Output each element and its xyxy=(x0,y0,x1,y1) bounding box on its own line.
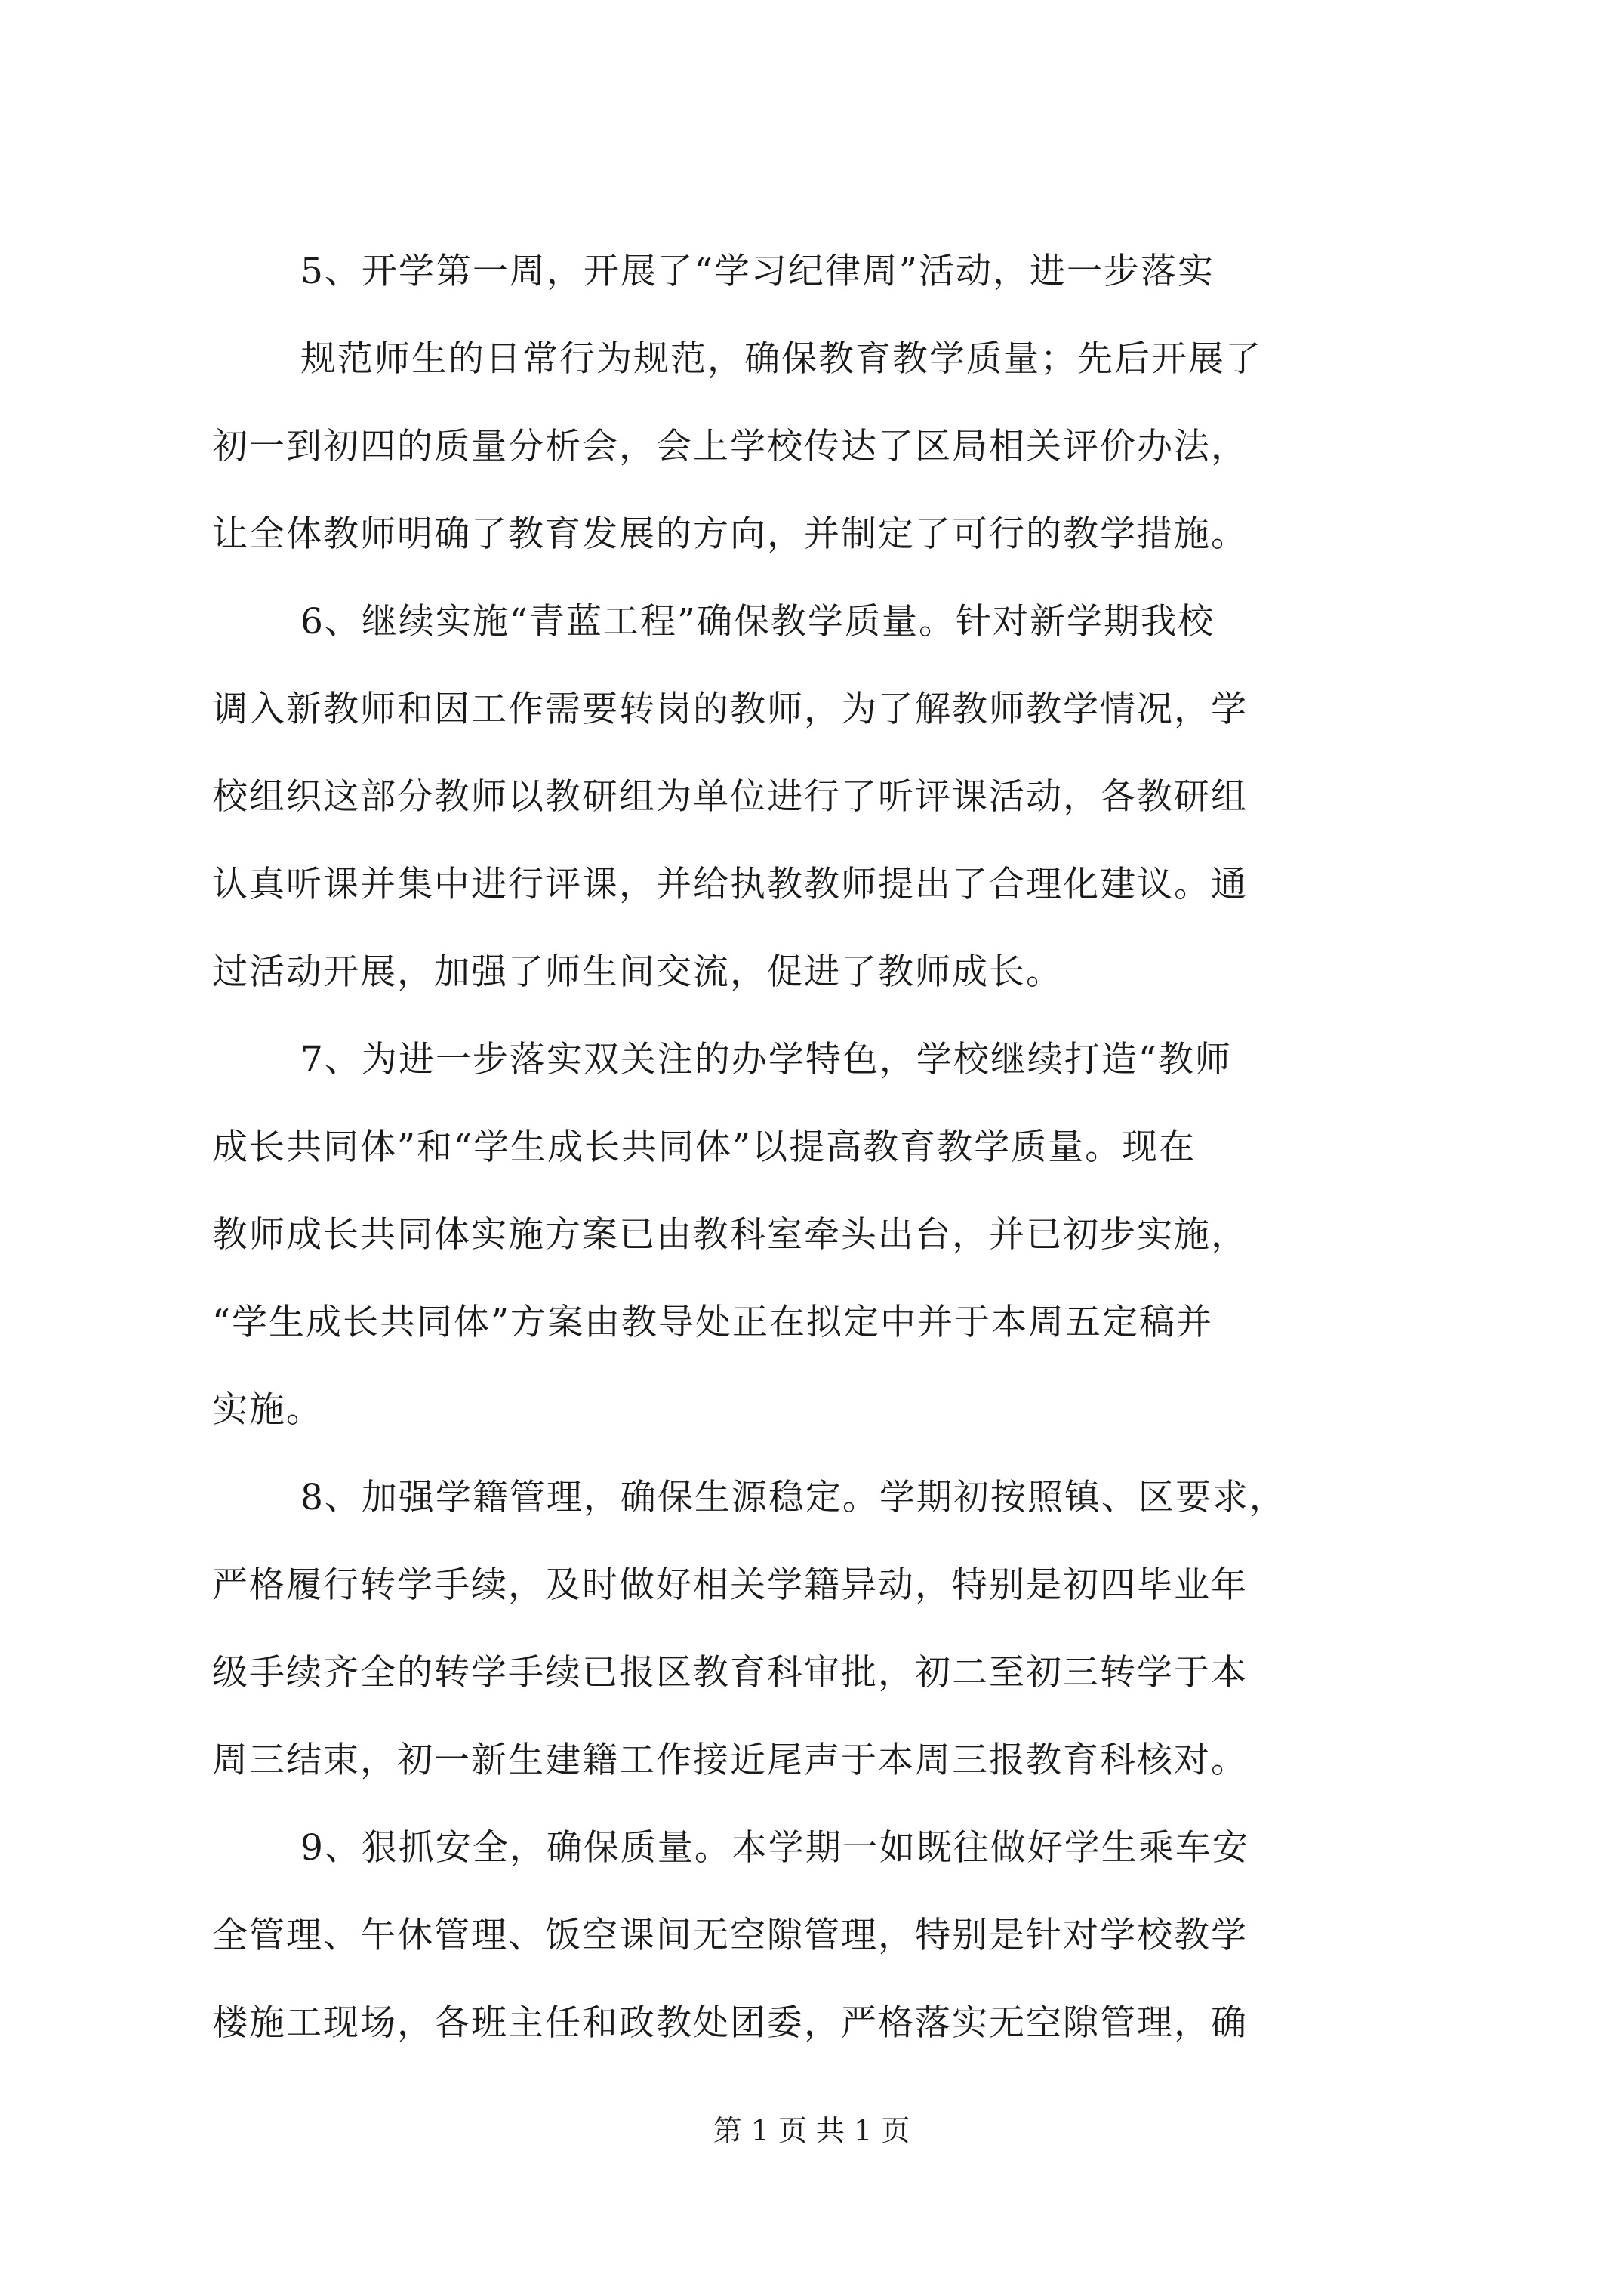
paragraph-5-line-3: 初一到初四的质量分析会，会上学校传达了区局相关评价办法， xyxy=(212,426,1248,467)
paragraph-5-line-4: 让全体教师明确了教育发展的方向，并制定了可行的教学措施。 xyxy=(212,513,1248,555)
paragraph-7-line-5: 实施。 xyxy=(212,1389,323,1431)
paragraph-8-line-4: 周三结束，初一新生建籍工作接近尾声于本周三报教育科核对。 xyxy=(212,1740,1248,1781)
paragraph-6-line-5: 过活动开展，加强了师生间交流，促进了教师成长。 xyxy=(212,951,1063,993)
paragraph-7-line-2: 成长共同体”和“学生成长共同体”以提高教育教学质量。现在 xyxy=(212,1126,1196,1168)
paragraph-7-line-1: 7、为进一步落实双关注的办学特色，学校继续打造“教师 xyxy=(300,1039,1232,1080)
paragraph-6-line-4: 认真听课并集中进行评课，并给执教教师提出了合理化建议。通 xyxy=(212,864,1248,905)
paragraph-8-line-1: 8、加强学籍管理，确保生源稳定。学期初按照镇、区要求， xyxy=(300,1477,1286,1518)
paragraph-5-line-1: 5、开学第一周，开展了“学习纪律周”活动，进一步落实 xyxy=(300,251,1215,292)
paragraph-9-line-1: 9、狠抓安全，确保质量。本学期一如既往做好学生乘车安 xyxy=(300,1827,1249,1869)
paragraph-8-line-2: 严格履行转学手续，及时做好相关学籍异动，特别是初四毕业年 xyxy=(212,1564,1248,1606)
paragraph-6-line-2: 调入新教师和因工作需要转岗的教师，为了解教师教学情况，学 xyxy=(212,689,1248,730)
paragraph-8-line-3: 级手续齐全的转学手续已报区教育科审批，初二至初三转学于本 xyxy=(212,1652,1248,1693)
paragraph-5-line-2: 规范师生的日常行为规范，确保教育教学质量；先后开展了 xyxy=(300,338,1262,380)
paragraph-6-line-3: 校组织这部分教师以教研组为单位进行了听评课活动，各教研组 xyxy=(212,776,1248,818)
paragraph-9-line-3: 楼施工现场，各班主任和政教处团委，严格落实无空隙管理，确 xyxy=(212,2002,1248,2044)
paragraph-6-line-1: 6、继续实施“青蓝工程”确保教学质量。针对新学期我校 xyxy=(300,601,1215,643)
page-number-footer: 第 1 页 共 1 页 xyxy=(713,2114,910,2147)
paragraph-7-line-4: “学生成长共同体”方案由教导处正在拟定中并于本周五定稿并 xyxy=(212,1302,1214,1343)
paragraph-9-line-2: 全管理、午休管理、饭空课间无空隙管理，特别是针对学校教学 xyxy=(212,1915,1248,1956)
paragraph-7-line-3: 教师成长共同体实施方案已由教科室牵头出台，并已初步实施， xyxy=(212,1214,1248,1256)
